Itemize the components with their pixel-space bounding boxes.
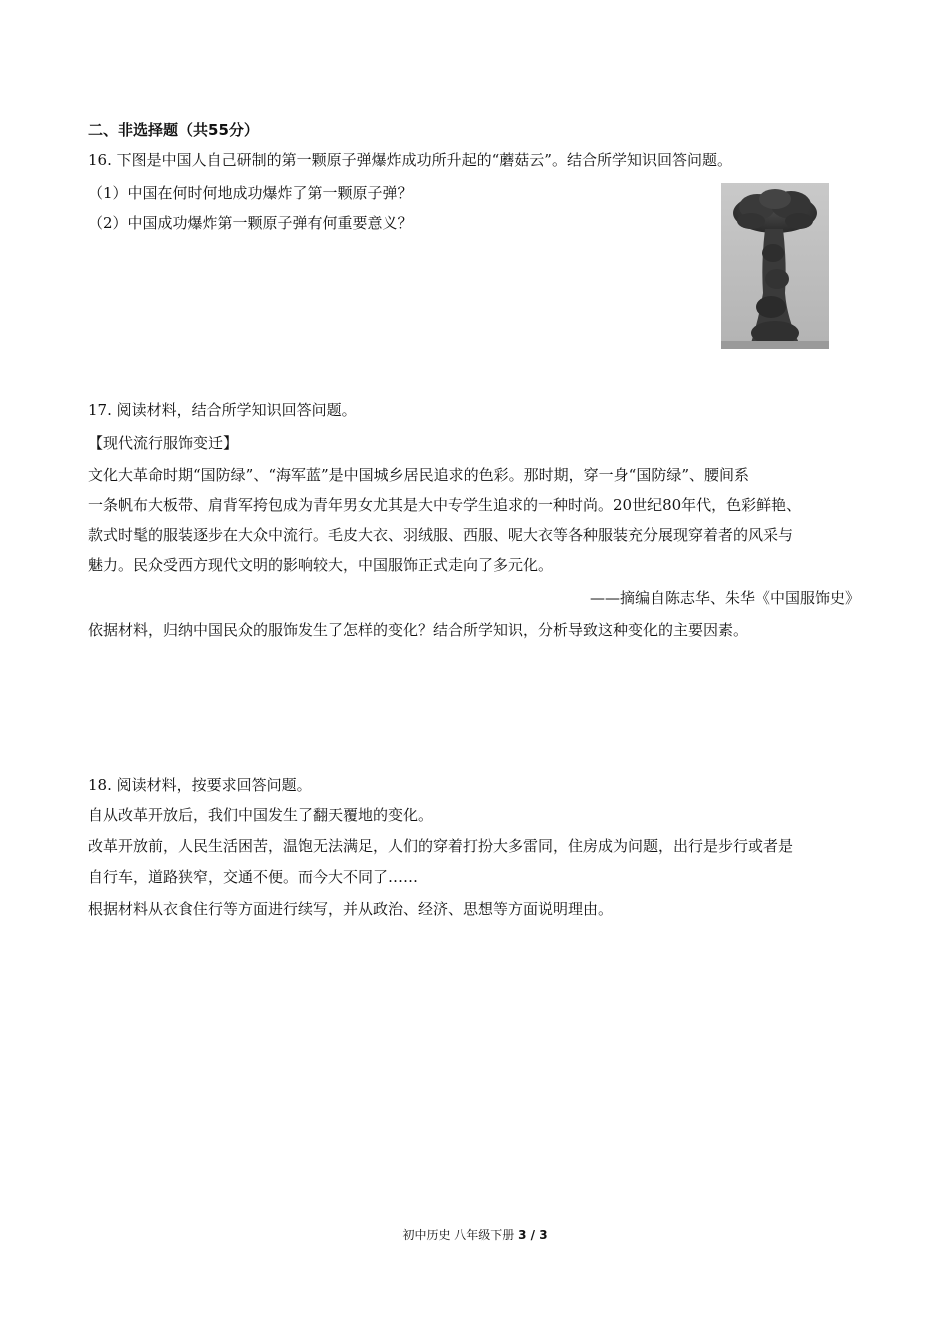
q18-material-line: 改革开放前，人民生活困苦，温饱无法满足，人们的穿着打扮大多雷同，住房成为问题，出行是步行或者是 [88, 837, 794, 855]
q18-stem: 18. 阅读材料，按要求回答问题。 [88, 776, 312, 794]
q17-question: 依据材料，归纳中国民众的服饰发生了怎样的变化？结合所学知识，分析导致这种变化的主要因素。 [88, 621, 749, 639]
q16-sub1: （1）中国在何时何地成功爆炸了第一颗原子弹？ [88, 184, 413, 202]
q17-material-line: 文化大革命时期“国防绿”、“海军蓝”是中国城乡居民追求的色彩。那时期，穿一身“国防绿”、腰间系 [88, 466, 750, 484]
q18-material-line: 自从改革开放后，我们中国发生了翻天覆地的变化。 [88, 806, 434, 824]
q17-source: ——摘编自陈志华、朱华《中国服饰史》 [589, 589, 860, 607]
q17-material-title: 【现代流行服饰变迁】 [88, 434, 239, 452]
footer-page-number: 3 / 3 [518, 1228, 548, 1242]
q16-stem: 16. 下图是中国人自己研制的第一颗原子弹爆炸成功所升起的“蘑菇云”。结合所学知识回答问题。 [88, 151, 732, 169]
q17-material-line: 魅力。民众受西方现代文明的影响较大，中国服饰正式走向了多元化。 [88, 556, 554, 574]
section-title: 二、非选择题（共55分） [88, 121, 259, 139]
q17-material-line: 款式时髦的服装逐步在大众中流行。毛皮大衣、羽绒服、西服、呢大衣等各种服装充分展现穿着者的风采与 [88, 526, 794, 544]
mushroom-cloud-photo [721, 183, 829, 349]
q18-material-line: 自行车，道路狭窄，交通不便。而今大不同了…… [88, 868, 419, 886]
q18-question: 根据材料从衣食住行等方面进行续写，并从政治、经济、思想等方面说明理由。 [88, 900, 614, 918]
q17-material-line: 一条帆布大板带、肩背军挎包成为青年男女尤其是大中专学生追求的一种时尚。20世纪80年代，色彩鲜艳、 [88, 496, 802, 514]
page-footer [0, 1226, 950, 1243]
q16-sub2: （2）中国成功爆炸第一颗原子弹有何重要意义？ [88, 214, 413, 232]
footer-subject: 初中历史 八年级下册 [402, 1228, 515, 1242]
q17-stem: 17. 阅读材料，结合所学知识回答问题。 [88, 401, 357, 419]
